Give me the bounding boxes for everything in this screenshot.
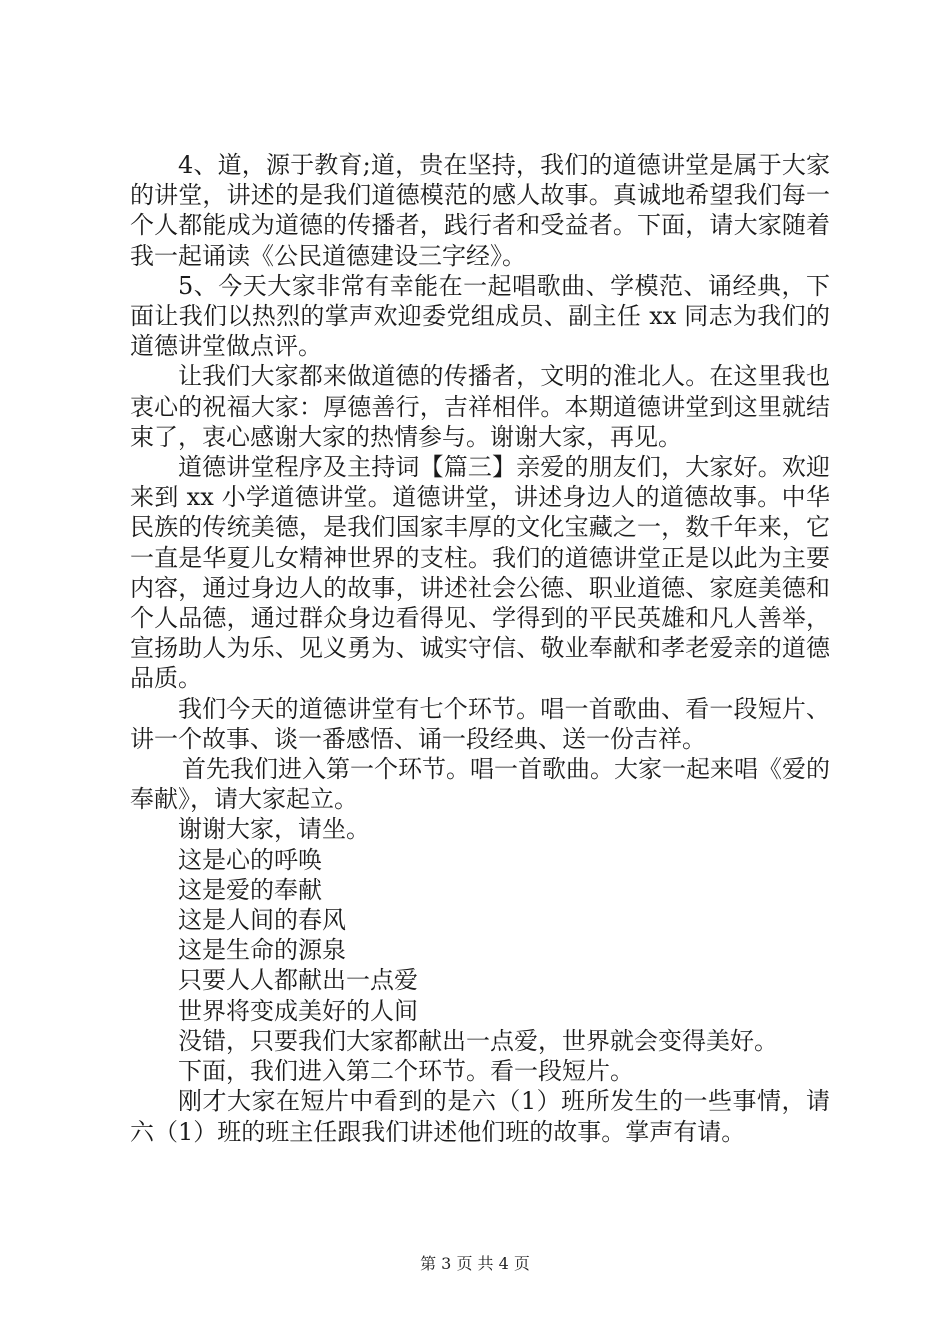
song-lyric-line: 这是心的呼唤 — [178, 845, 322, 874]
song-lyric-line: 这是生命的源泉 — [178, 936, 346, 965]
paragraph: 道德讲堂程序及主持词【篇三】亲爱的朋友们，大家好。欢迎来到 xx 小学道德讲堂。道德讲堂，讲述身边人的道德故事。中华民族的传统美德，是我们国家丰厚的文化宝藏之一，数千年来，它一直是华夏儿女精神世界的支柱。我们的道德讲堂正是以此为主要内容，通过身边人的故事，讲述社会公德、职业道德、家庭美德和个人品德，通过群众身边看得见、学得到的平民英雄和凡人善举，宣扬助人为乐、见义勇为、诚实守信、敬业奉献和孝老爱亲的道德品质。 — [130, 453, 830, 693]
document-body — [130, 150, 830, 1147]
song-lyric-line: 这是爱的奉献 — [178, 875, 322, 904]
song-lyric-line: 只要人人都献出一点爱 — [178, 966, 418, 995]
paragraph: 下面，我们进入第二个环节。看一段短片。 — [178, 1057, 634, 1086]
page-number-footer: 第 3 页 共 4 页 — [420, 1254, 530, 1273]
paragraph: 4、道，源于教育;道，贵在坚持，我们的道德讲堂是属于大家的讲堂，讲述的是我们道德模范的感人故事。真诚地希望我们每一个人都能成为道德的传播者，践行者和受益者。下面，请大家随着我一起诵读《公民道德建设三字经》。 — [130, 151, 830, 270]
paragraph: 谢谢大家，请坐。 — [178, 815, 370, 844]
paragraph: 没错，只要我们大家都献出一点爱，世界就会变得美好。 — [178, 1026, 778, 1055]
paragraph: 我们今天的道德讲堂有七个环节。唱一首歌曲、看一段短片、讲一个故事、谈一番感悟、诵一段经典、送一份吉祥。 — [130, 694, 830, 753]
paragraph: 5、今天大家非常有幸能在一起唱歌曲、学模范、诵经典，下面让我们以热烈的掌声欢迎委党组成员、副主任 xx 同志为我们的道德讲堂做点评。 — [130, 271, 830, 361]
paragraph: 首先我们进入第一个环节。唱一首歌曲。大家一起来唱《爱的奉献》，请大家起立。 — [130, 755, 830, 814]
song-lyric-line: 世界将变成美好的人间 — [178, 996, 418, 1025]
song-lyric-line: 这是人间的春风 — [178, 906, 346, 935]
paragraph: 让我们大家都来做道德的传播者，文明的淮北人。在这里我也衷心的祝福大家：厚德善行，吉祥相伴。本期道德讲堂到这里就结束了，衷心感谢大家的热情参与。谢谢大家，再见。 — [130, 362, 830, 451]
paragraph: 刚才大家在短片中看到的是六（1）班所发生的一些事情，请六（1）班的班主任跟我们讲述他们班的故事。掌声有请。 — [130, 1087, 830, 1146]
